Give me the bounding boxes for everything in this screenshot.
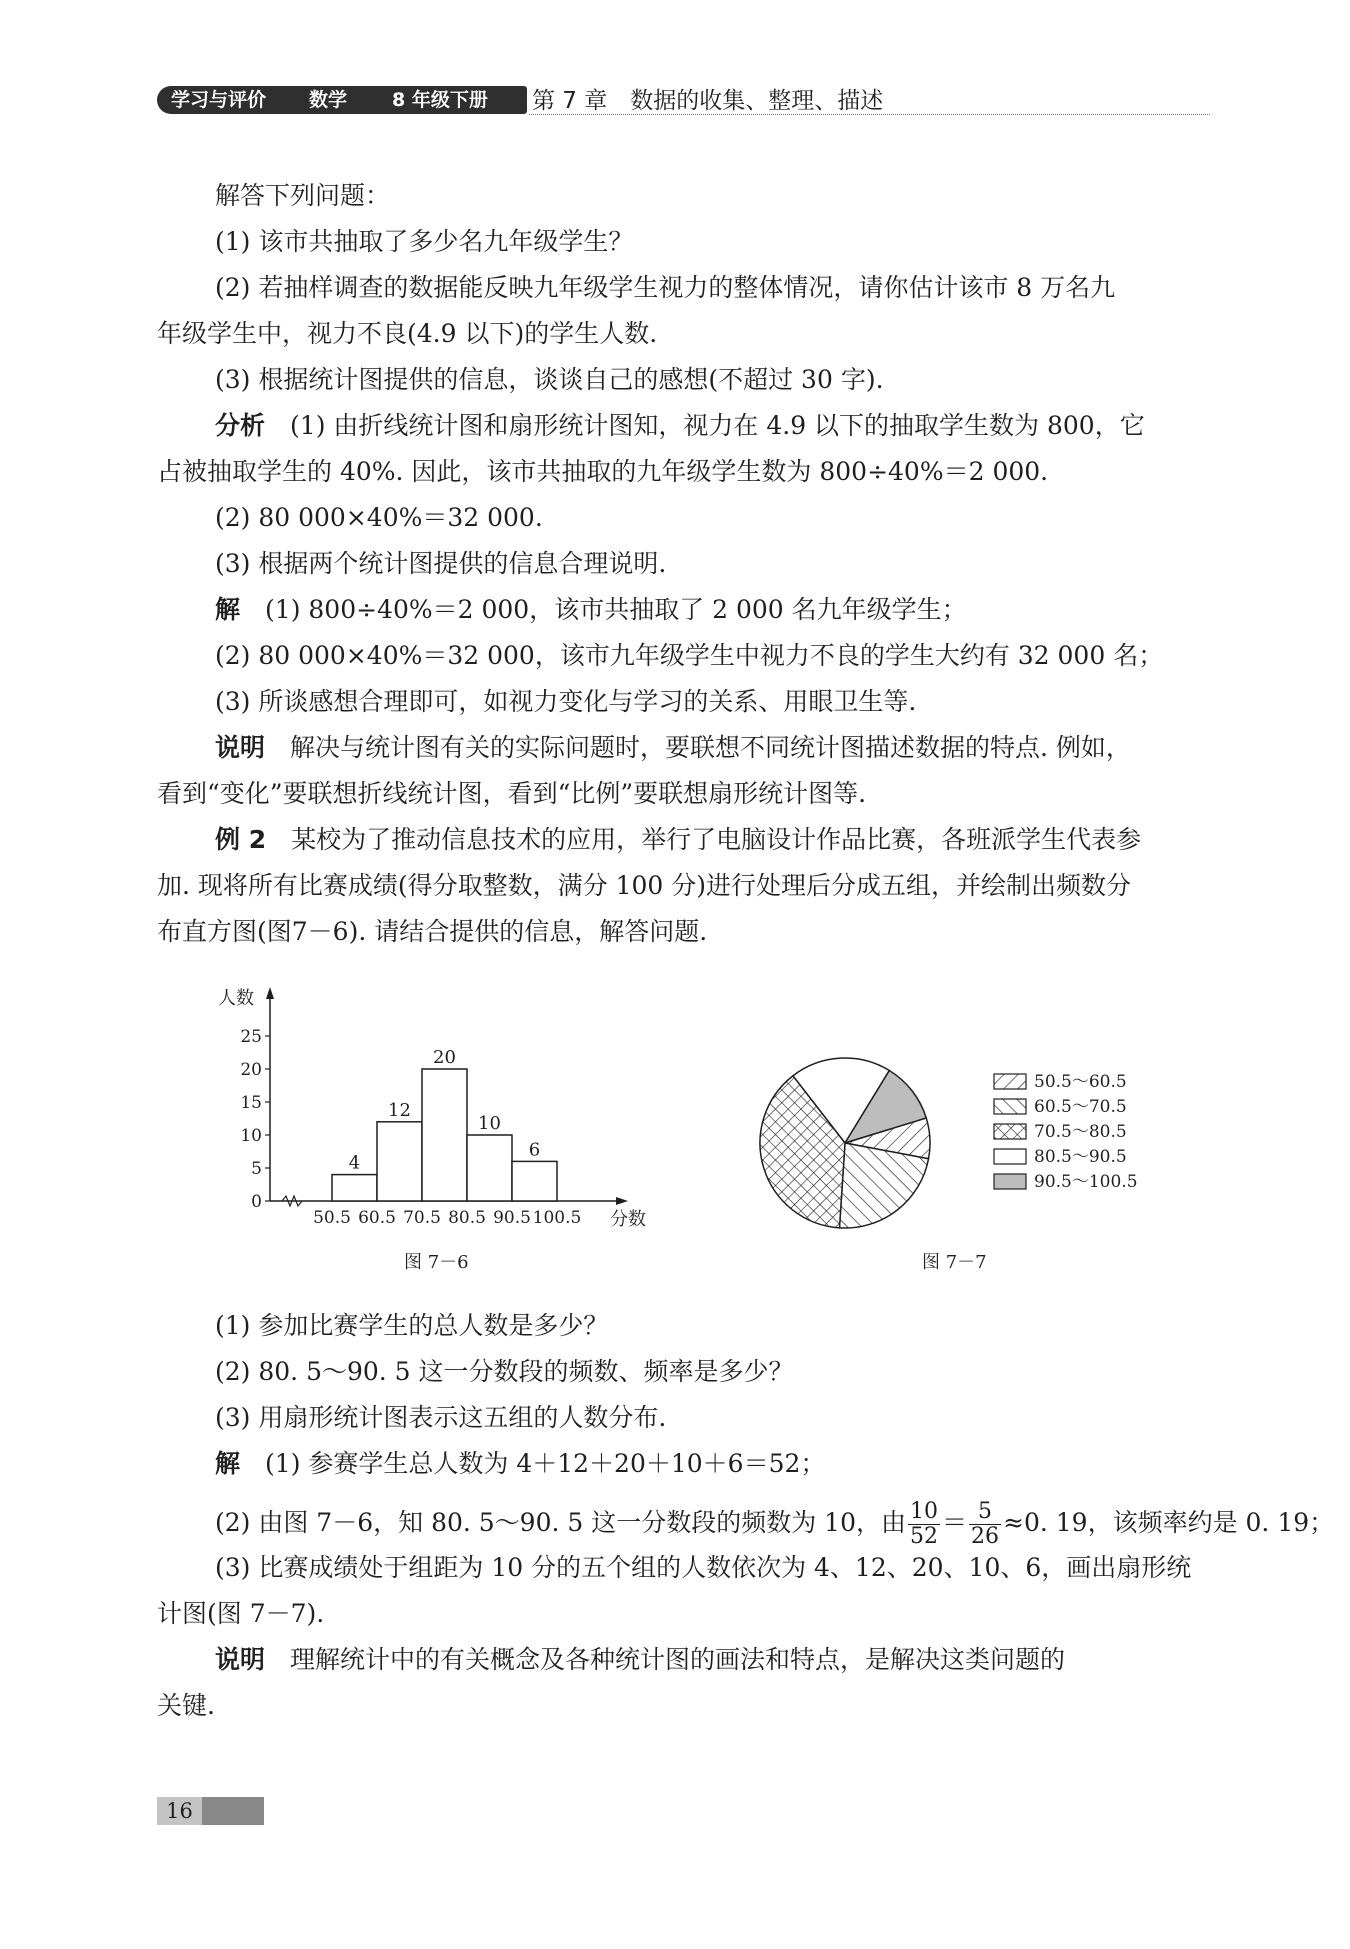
solution-label: 解 <box>215 595 241 624</box>
question-2-3: (3) 用扇形统计图表示这五组的人数分布. <box>215 1403 667 1432</box>
page-number: 16 <box>157 1797 202 1825</box>
question-3: (3) 根据统计图提供的信息，谈谈自己的感想(不超过 30 字). <box>215 365 884 394</box>
analysis-line-1 <box>215 408 1145 444</box>
legend-label: 90.5～100.5 <box>1034 1172 1138 1192</box>
x-axis-arrow <box>616 1197 628 1205</box>
y-tick-label: 20 <box>240 1060 262 1080</box>
bar-value-label: 10 <box>478 1113 501 1134</box>
grade-title: 8 年级下册 <box>392 89 488 111</box>
answer-text: (1) 参赛学生总人数为 4＋12＋20＋10＋6＝52； <box>265 1449 826 1478</box>
book-title-bar <box>157 86 527 114</box>
fraction-5-26: $\frac{5}{26}$ <box>971 1499 1000 1549</box>
y-axis-arrow <box>266 987 274 999</box>
note-text: 解决与统计图有关的实际问题时，要联想不同统计图描述数据的特点. 例如， <box>290 733 1131 762</box>
question-2-1: (1) 参加比赛学生的总人数是多少？ <box>215 1311 609 1340</box>
fraction-10-52: $\frac{10}{52}$ <box>910 1499 938 1549</box>
final-note-text: 理解统计中的有关概念及各种统计图的画法和特点，是解决这类问题的 <box>290 1645 1066 1674</box>
chapter-title: 第 7 章 数据的收集、整理、描述 <box>532 88 884 114</box>
pie-slice <box>839 1143 928 1228</box>
solution-line-3: (3) 所谈感想合理即可，如视力变化与学习的关系、用眼卫生等. <box>215 687 917 716</box>
question-2: (2) 若抽样调查的数据能反映九年级学生视力的整体情况，请你估计该市 8 万名九 <box>215 273 1116 302</box>
y-tick-label: 25 <box>240 1027 262 1047</box>
y-tick-label: 0 <box>251 1192 262 1212</box>
note-label: 说明 <box>215 733 266 762</box>
answer-2-text: (2) 由图 7－6，知 80. 5～90. 5 这一分数段的频数为 10，由 <box>215 1508 906 1537</box>
answer-line-4: 计图(图 7－7). <box>157 1599 325 1628</box>
analysis-label: 分析 <box>215 411 266 440</box>
solution-line-2: (2) 80 000×40%＝32 000，该市九年级学生中视力不良的学生大约有 32 000 名； <box>215 641 1164 670</box>
pie-caption: 图 7－7 <box>922 1252 987 1273</box>
running-header <box>157 86 1210 116</box>
question-1: (1) 该市共抽取了多少名九年级学生？ <box>215 227 634 256</box>
histogram-caption: 图 7－6 <box>404 1252 469 1273</box>
bar-value-label: 20 <box>433 1047 456 1068</box>
legend-label: 60.5～70.5 <box>1034 1097 1127 1117</box>
page-number-block <box>157 1797 264 1825</box>
bar-value-label: 12 <box>388 1099 411 1121</box>
histogram-bar <box>377 1122 422 1201</box>
intro-line: 解答下列问题： <box>215 181 391 210</box>
final-note-line-1 <box>215 1642 1065 1678</box>
histogram-bar <box>422 1069 467 1201</box>
series-title: 学习与评价 <box>171 89 267 111</box>
legend-swatch <box>994 1074 1026 1089</box>
legend-swatch <box>994 1124 1026 1139</box>
analysis-line-2: 占被抽取学生的 40%. 因此，该市共抽取的九年级学生数为 800÷40%＝2 000. <box>157 457 1049 486</box>
answer-line-3: (3) 比赛成绩处于组距为 10 分的五个组的人数依次为 4、12、20、10、6，画出扇形统 <box>215 1553 1192 1582</box>
legend-label: 80.5～90.5 <box>1034 1147 1127 1167</box>
x-tick-label: 100.5 <box>532 1208 582 1228</box>
header-rule <box>529 114 1210 115</box>
analysis-line-3: (2) 80 000×40%＝32 000. <box>215 503 543 532</box>
histogram-bar <box>512 1161 557 1201</box>
histogram-bar <box>467 1135 512 1201</box>
example-2-line-3: 布直方图(图7－6). 请结合提供的信息，解答问题. <box>157 917 708 946</box>
y-axis-label: 人数 <box>218 988 254 1009</box>
histogram-figure <box>200 975 680 1245</box>
example-label: 例 2 <box>215 825 267 854</box>
analysis-text: (1) 由折线统计图和扇形统计图知，视力在 4.9 以下的抽取学生数为 800，它 <box>290 411 1145 440</box>
question-2-2: (2) 80. 5～90. 5 这一分数段的频数、频率是多少？ <box>215 1357 794 1386</box>
final-note-label: 说明 <box>215 1645 266 1674</box>
x-tick-label: 80.5 <box>448 1208 486 1228</box>
answer-line-1 <box>215 1446 825 1482</box>
answer-2-tail: ≈0. 19，该频率约是 0. 19； <box>1003 1508 1335 1537</box>
question-2-cont: 年级学生中，视力不良(4.9 以下)的学生人数. <box>157 319 658 348</box>
pie-figure <box>750 1045 1180 1245</box>
bar-value-label: 6 <box>528 1139 541 1161</box>
example-text: 某校为了推动信息技术的应用，举行了电脑设计作品比赛，各班派学生代表参 <box>291 825 1142 854</box>
x-tick-label: 90.5 <box>493 1208 531 1228</box>
y-tick-label: 5 <box>251 1159 262 1179</box>
note-line-1 <box>215 730 1131 766</box>
x-tick-label: 70.5 <box>403 1208 441 1228</box>
x-axis-label: 分数 <box>610 1209 646 1230</box>
example-2-line-2: 加. 现将所有比赛成绩(得分取整数，满分 100 分)进行处理后分成五组，并绘制出频数分 <box>157 871 1132 900</box>
solution-text: (1) 800÷40%＝2 000，该市共抽取了 2 000 名九年级学生； <box>265 595 967 624</box>
histogram-bar <box>332 1175 377 1201</box>
note-line-2: 看到“变化”要联想折线统计图，看到“比例”要联想扇形统计图等. <box>157 779 867 808</box>
solution-line-1 <box>215 592 967 628</box>
legend-label: 50.5～60.5 <box>1034 1072 1127 1092</box>
legend-swatch <box>994 1099 1026 1114</box>
x-tick-label: 50.5 <box>313 1208 351 1228</box>
legend-swatch <box>994 1149 1026 1164</box>
analysis-line-4: (3) 根据两个统计图提供的信息合理说明. <box>215 549 667 578</box>
final-note-line-2: 关键. <box>157 1691 215 1720</box>
bar-value-label: 4 <box>348 1152 361 1174</box>
answer-label: 解 <box>215 1449 241 1478</box>
legend-swatch <box>994 1174 1026 1189</box>
x-tick-label: 60.5 <box>358 1208 396 1228</box>
y-tick-label: 10 <box>240 1126 262 1146</box>
answer-line-2: (2) 由图 7－6，知 80. 5～90. 5 这一分数段的频数为 10，由 $\frac{10}{52}$ ＝ $\frac{5}{26}$ ≈0. 19，该频率约是 0. 19； <box>215 1499 1335 1549</box>
example-2-line-1 <box>215 822 1141 858</box>
legend-label: 70.5～80.5 <box>1034 1122 1127 1142</box>
y-tick-label: 15 <box>240 1093 262 1113</box>
subject-title: 数学 <box>309 89 348 111</box>
